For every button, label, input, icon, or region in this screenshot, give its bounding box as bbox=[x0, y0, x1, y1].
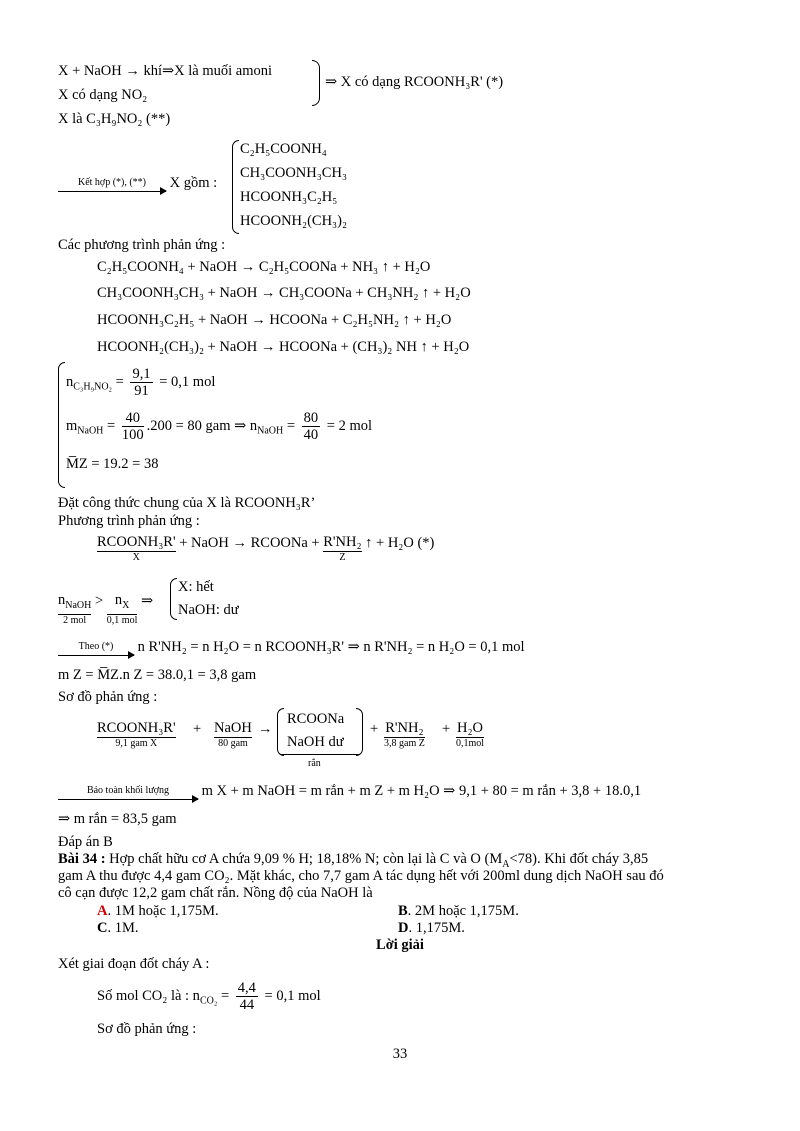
reaction-scheme-heading: Sơ đồ phản ứng : bbox=[97, 1021, 197, 1037]
calc-mz: M̅Z = 19.2 = 38 bbox=[66, 456, 159, 472]
combine-label: Kết hợp (*), (**) bbox=[77, 177, 147, 188]
equation-2: CH₃COONH₃CH₃ + NaOH → CH₃COONa + CH₃NH₂ ↑ + H₂O bbox=[97, 285, 471, 301]
x-gom: X gồm : bbox=[169, 175, 218, 191]
cmp-x-het: X: hết bbox=[178, 579, 214, 595]
comparison: $n_{NaOH}$ 2 mol > $n_X$ 0,1 mol ⇒ bbox=[58, 592, 154, 626]
solid-right-brace bbox=[356, 708, 363, 756]
option-d: D. 1,175M. bbox=[398, 920, 465, 936]
solid-label: rắn bbox=[308, 758, 321, 769]
calc-m-naoh: $m_{NaOH}$ = $\frac{40}{100}$ .200 = 80 gam ⇒ $n_{NaOH}$ = $\frac{80}{40}$ = 2 mol bbox=[66, 410, 373, 443]
pt-heading: Phương trình phản ứng : bbox=[58, 513, 200, 529]
page-number: 33 bbox=[392, 1046, 408, 1062]
option-b: B. 2M hoặc 1,175M. bbox=[398, 903, 519, 919]
isomer-brace bbox=[232, 140, 239, 234]
isomer-1: C₂H₅COONH₄ bbox=[240, 141, 327, 157]
mass-conservation: Bảo toàn khối lượng m X + m NaOH = m rắn + m Z + m H₂O ⇒ 9,1 + 80 = m rắn + 3,8 + 18.0,1 bbox=[58, 782, 641, 800]
line-x-c3h9no2: X là C₃H₉NO₂ (**) bbox=[58, 111, 171, 127]
scheme-plus-3: + bbox=[442, 721, 451, 737]
equation-4: HCOONH₂(CH₃)₂ + NaOH → HCOONa + (CH₃)₂ NH ↑ + H₂O bbox=[97, 339, 470, 355]
general-equation: RCOONH₃R' X + NaOH → RCOONa + R'NH₂ Z ↑ + H₂O (*) bbox=[97, 534, 435, 563]
isomer-2: CH₃COONH₃CH₃ bbox=[240, 165, 348, 181]
eq-heading: Các phương trình phản ứng : bbox=[58, 237, 226, 253]
general-formula: Đặt công thức chung của X là RCOONH₃R’ bbox=[58, 495, 316, 511]
isomer-4: HCOONH₂(CH₃)₂ bbox=[240, 213, 347, 229]
co2-moles: Số mol CO₂ là : $n_{CO_2}$ = $\frac{4,4}{44}$ = 0,1 mol bbox=[97, 980, 321, 1013]
scheme-h2o: H₂O 0,1mol bbox=[456, 720, 485, 749]
scheme-naoh: NaOH 80 gam bbox=[214, 720, 252, 749]
right-brace bbox=[312, 60, 320, 106]
equation-3: HCOONH₃C₂H₅ + NaOH → HCOONa + C₂H₅NH₂ ↑ + H₂O bbox=[97, 312, 452, 328]
arrow-line bbox=[58, 188, 166, 192]
cmp-naoh-du: NaOH: dư bbox=[178, 602, 239, 618]
solid-naoh-du: NaOH dư bbox=[287, 734, 344, 750]
solid-rcoona: RCOONa bbox=[287, 711, 345, 727]
solution-heading: Lời giải bbox=[376, 937, 424, 953]
solid-left-brace bbox=[277, 708, 284, 756]
calc-n-c3h9no2: $n_{C_3H_9NO_2}$ = $\frac{9,1}{91}$ = 0,1 mol bbox=[66, 366, 216, 399]
calc-brace bbox=[58, 362, 65, 488]
scheme-arrow: → bbox=[258, 721, 273, 737]
line-x-naoh: X + NaOH → khí⇒X là muối amoni bbox=[58, 63, 273, 79]
cmp-brace bbox=[170, 578, 177, 620]
mz-line: m Z = M̅Z.n Z = 38.0,1 = 3,8 gam bbox=[58, 667, 257, 683]
option-a: A. 1M hoặc 1,175M. bbox=[97, 903, 219, 919]
line-x-dang: X có dạng NO₂ bbox=[58, 87, 148, 103]
arrow-with-label bbox=[58, 177, 166, 192]
scheme-z: R'NH₂ 3,8 gam Z bbox=[384, 720, 425, 749]
equation-1: C₂H₅COONH₄ + NaOH → C₂H₅COONa + NH₃ ↑ + H₂O bbox=[97, 259, 431, 275]
theo-line: Theo (*) n R'NH₂ = n H₂O = n RCOONH₃R' ⇒ n R'NH₂ = n H₂O = 0,1 mol bbox=[58, 638, 525, 656]
problem-line-3: cô cạn được 12,2 gam chất rắn. Nồng độ của NaOH là bbox=[58, 885, 373, 901]
answer: Đáp án B bbox=[58, 834, 113, 850]
combustion-stage: Xét giai đoạn đốt cháy A : bbox=[58, 956, 210, 972]
option-c: C. 1M. bbox=[97, 920, 139, 936]
sodo-heading: Sơ đồ phản ứng : bbox=[58, 689, 158, 705]
scheme-plus-2: + bbox=[370, 721, 379, 737]
m-ran: ⇒ m rắn = 83,5 gam bbox=[58, 811, 177, 827]
line-x-rcoonh3r: ⇒ X có dạng RCOONH₃R' (*) bbox=[325, 74, 504, 90]
scheme-x: RCOONH₃R' 9,1 gam X bbox=[97, 720, 176, 749]
problem-line-1: Bài 34 : Hợp chất hữu cơ A chứa 9,09 % H; 18,18% N; còn lại là C và O $(M_A<78)$. Khi đốt cháy 3,85 bbox=[58, 851, 649, 870]
solid-underbrace bbox=[280, 754, 360, 755]
isomer-3: HCOONH₃C₂H₅ bbox=[240, 189, 338, 205]
combine-arrow bbox=[58, 174, 217, 192]
problem-line-2: gam A thu được 4,4 gam CO₂. Mặt khác, cho 7,7 gam A tác dụng hết với 200ml dung dịch NaOH sau đó bbox=[58, 868, 664, 884]
scheme-plus-1: + bbox=[193, 721, 202, 737]
